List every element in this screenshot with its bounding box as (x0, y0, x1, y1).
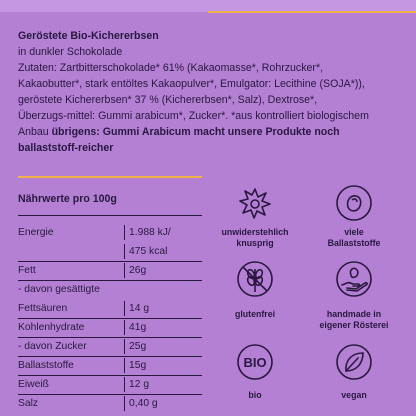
nutrition-column-divider (124, 244, 125, 259)
nutrition-title: Nährwerte pro 100g (18, 193, 117, 205)
nutrition-row (18, 262, 208, 280)
nutrition-column-divider (124, 377, 125, 392)
bio-badge-text: BIO (243, 355, 267, 370)
nutrition-label: Salz (18, 398, 39, 409)
nutrition-label: Fettsäuren (18, 303, 68, 314)
nutrition-value: 1.988 kJ/ (129, 227, 171, 238)
crunchy-burst-icon (235, 183, 275, 223)
nutrition-label: Fett (18, 265, 36, 276)
nutrition-row (18, 281, 208, 299)
nutrition-label: - davon Zucker (18, 341, 87, 352)
bio-badge-icon (235, 342, 275, 382)
ingredients-text: Zutaten: Zartbitterschokolade* 61% (Kakaomasse*, Rohrzucker*, Kakaobutter*, stark entöltes Kakaopulver*, Emulgator: Lecithine (SOJA*)), geröstete Kichererbsen* 37 % (Kichererbsen*, Salz), Dextrose*, Überzugs-mittel: Gummi arabicum*, Zucker*. *aus kontrolliert biologischem Anbau übrigens: Gummi Arabicum macht unsere Produkte noch ballaststoff-reicher (18, 62, 369, 154)
feature-roasted: handmade in eigener Rösterei (319, 309, 389, 330)
nutrition-column-divider (124, 396, 125, 411)
nutrition-row (18, 319, 208, 337)
nutrition-value: 25g (129, 341, 147, 352)
nutrition-column-divider (124, 339, 125, 354)
feature-bio: bio (248, 390, 262, 400)
nutrition-column-divider (124, 320, 125, 335)
nutrition-label: Kohlenhydrate (18, 322, 85, 333)
product-description (18, 28, 402, 156)
nutrition-row (18, 300, 208, 318)
nutrition-row (18, 243, 208, 261)
nutrition-column-divider (124, 225, 125, 240)
nutrition-value: 475 kcal (129, 246, 168, 257)
nutrition-column-divider (124, 263, 125, 278)
nutrition-column-divider (124, 301, 125, 316)
nutrition-label: Energie (18, 227, 54, 238)
nutrition-column-divider (124, 358, 125, 373)
nutrition-value: 26g (129, 265, 147, 276)
nutrition-value: 15g (129, 360, 147, 371)
handmade-hand-icon (334, 259, 374, 299)
nutrition-row (18, 395, 208, 413)
nutrition-label: - davon gesättigte (18, 284, 100, 295)
nutrition-row (18, 376, 208, 394)
fiber-icon (334, 183, 374, 223)
nutrition-label: Ballaststoffe (18, 360, 74, 371)
nutrition-value: 14 g (129, 303, 150, 314)
nutrition-row (18, 357, 208, 375)
nutrition-row (18, 338, 208, 356)
nutrition-value: 0,40 g (129, 398, 158, 409)
nutrition-value: 12 g (129, 379, 150, 390)
nutrition-label: Eiweiß (18, 379, 49, 390)
feature-fiber: viele Ballaststoffe (327, 227, 381, 248)
feature-vegan: vegan (341, 390, 367, 400)
top-accent-line (208, 11, 416, 13)
section-separator (18, 176, 202, 178)
vegan-leaf-icon (334, 342, 374, 382)
product-title: Geröstete Bio-Kichererbsen in dunkler Schokolade (18, 30, 159, 58)
nutrition-value: 41g (129, 322, 147, 333)
nutrition-row (18, 224, 208, 242)
nutrition-header-line (18, 215, 202, 216)
feature-crunchy: unwiderstehlich knusprig (221, 227, 289, 248)
feature-gluten-free: glutenfrei (234, 309, 276, 319)
gluten-free-icon (235, 259, 275, 299)
